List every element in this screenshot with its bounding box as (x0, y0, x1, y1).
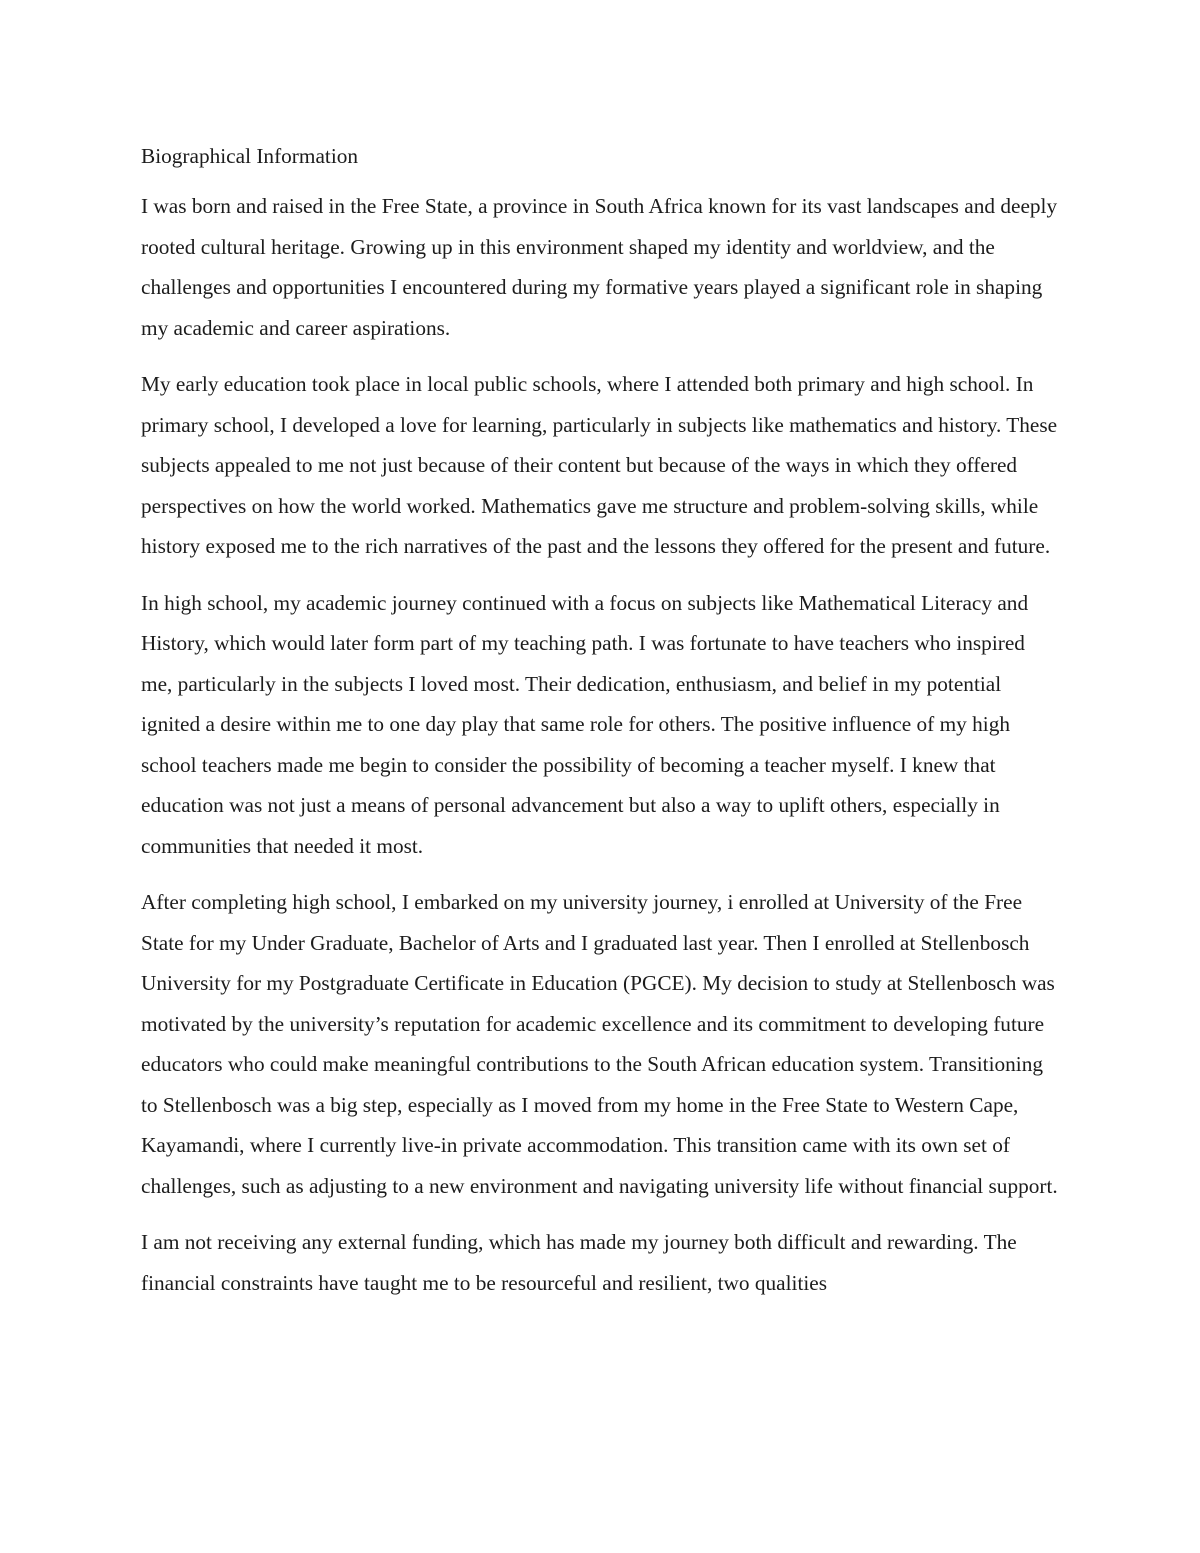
paragraph-funding: I am not receiving any external funding, which has made my journey both difficult and rewarding. The financial constraints have taught me to be resourceful and resilient, two qualities (141, 1230, 1017, 1295)
paragraph-early-education: My early education took place in local public schools, where I attended both primary and high school. In primary school, I developed a love for learning, particularly in subjects like mathematics and history. These subjects appealed to me not just because of their content but because of the ways in which they offered perspectives on how the world worked. Mathematics gave me structure and problem-solving skills, while history exposed me to the rich narratives of the past and the lessons they offered for the present and future. (141, 372, 1058, 558)
document-body (141, 142, 1061, 1319)
paragraph-upbringing: I was born and raised in the Free State, a province in South Africa known for its vast landscapes and deeply rooted cultural heritage. Growing up in this environment shaped my identity and worldview, and the challenges and opportunities I encountered during my formative years played a significant role in shaping my academic and career aspirations. (141, 194, 1058, 340)
paragraph-university: After completing high school, I embarked on my university journey, i enrolled at University of the Free State for my Under Graduate, Bachelor of Arts and I graduated last year. Then I enrolled at Stellenbosch University for my Postgraduate Certificate in Education (PGCE). My decision to study at Stellenbosch was motivated by the university’s reputation for academic excellence and its commitment to developing future educators who could make meaningful contributions to the South African education system. Transitioning to Stellenbosch was a big step, especially as I moved from my home in the Free State to Western Cape, Kayamandi, where I currently live-in private accommodation. This transition came with its own set of challenges, such as adjusting to a new environment and navigating university life without financial support. (141, 890, 1058, 1198)
paragraph-high-school: In high school, my academic journey continued with a focus on subjects like Mathematical Literacy and History, which would later form part of my teaching path. I was fortunate to have teachers who inspired me, particularly in the subjects I loved most. Their dedication, enthusiasm, and belief in my potential ignited a desire within me to one day play that same role for others. The positive influence of my high school teachers made me begin to consider the possibility of becoming a teacher myself. I knew that education was not just a means of personal advancement but also a way to uplift others, especially in communities that needed it most. (141, 590, 1029, 858)
document-heading: Biographical Information (141, 144, 359, 168)
